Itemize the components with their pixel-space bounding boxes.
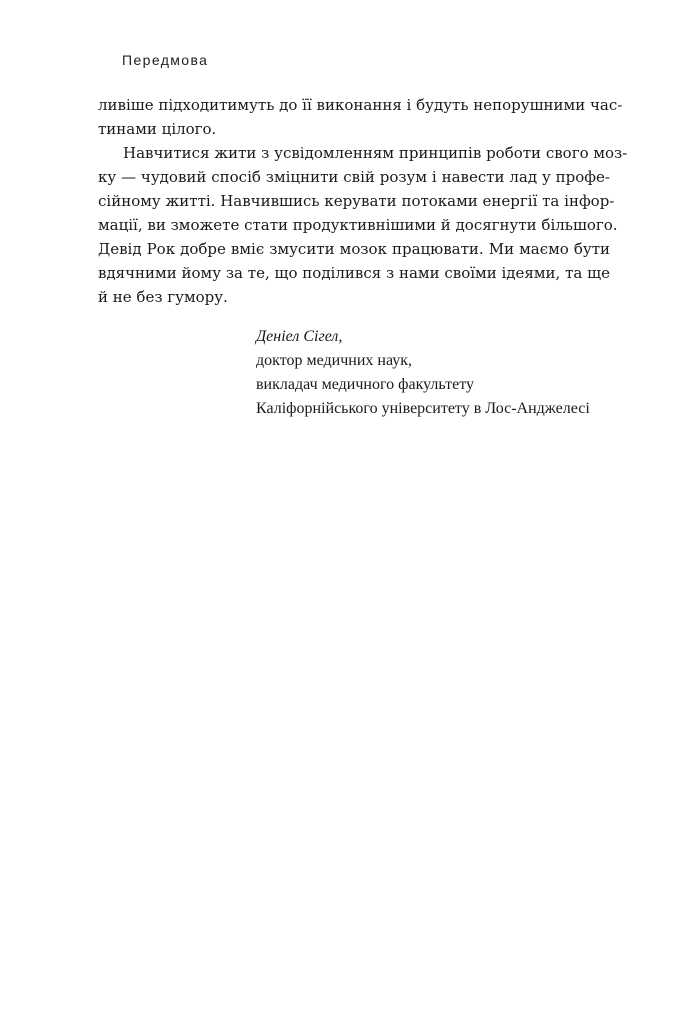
- body-line: ку — чудовий спосіб зміцнити свій розум і навести лад у профе-: [98, 168, 610, 186]
- running-head: Передмова: [122, 52, 209, 68]
- body-line: ливіше підходитимуть до її виконання і будуть непорушними час-: [98, 96, 623, 114]
- body-line: й не без гумору.: [98, 288, 228, 306]
- body-line: тинами цілого.: [98, 120, 217, 138]
- body-line: мації, ви зможете стати продуктивнішими й досягнути більшого.: [98, 216, 618, 234]
- author-degree: доктор медичних наук,: [256, 352, 412, 369]
- body-line: вдячними йому за те, що поділився з нами своїми ідеями, та ще: [98, 264, 610, 282]
- author-position: викладач медичного факультету: [256, 376, 474, 393]
- body-line: сійному житті. Навчившись керувати потоками енергії та інфор-: [98, 192, 615, 210]
- author-name: Деніел Сігел,: [256, 328, 343, 345]
- author-institution: Каліфорнійського університету в Лос-Анджелесі: [256, 400, 590, 417]
- body-line: Девід Рок добре вміє змусити мозок працювати. Ми маємо бути: [98, 240, 610, 258]
- body-line: Навчитися жити з усвідомленням принципів роботи свого моз-: [123, 144, 628, 162]
- signature-block: [256, 325, 590, 421]
- body-text: [98, 93, 628, 309]
